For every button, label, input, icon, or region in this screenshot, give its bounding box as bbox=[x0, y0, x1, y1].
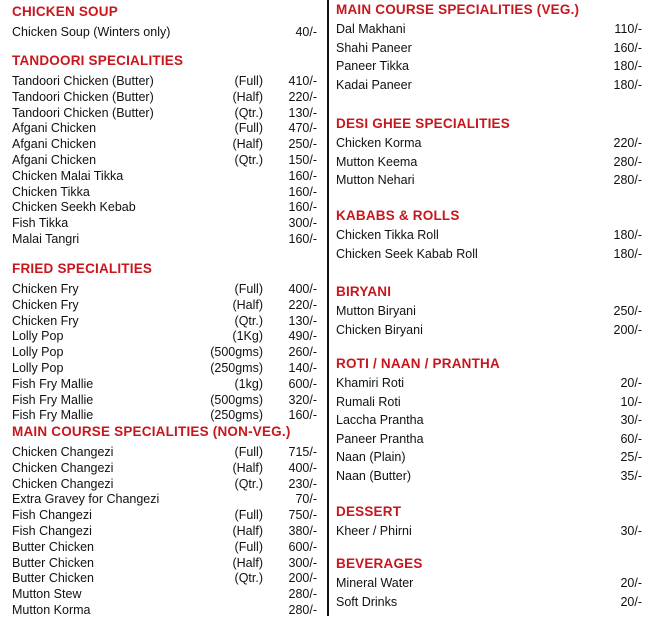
menu-item bbox=[12, 571, 317, 587]
item-name: Naan (Plain) bbox=[336, 450, 406, 464]
menu-item bbox=[336, 247, 642, 263]
menu-item bbox=[12, 393, 317, 409]
item-name: Naan (Butter) bbox=[336, 468, 412, 483]
menu-item bbox=[12, 445, 317, 461]
menu-item bbox=[12, 314, 317, 330]
item-name: Chicken Changezi bbox=[12, 476, 114, 491]
menu-item bbox=[12, 603, 317, 619]
menu-item bbox=[12, 377, 317, 393]
item-name: Fish Changezi bbox=[12, 508, 92, 523]
item-name: Paneer Prantha bbox=[336, 431, 424, 446]
menu-item bbox=[336, 173, 642, 189]
item-name: Kadai Paneer bbox=[336, 77, 412, 92]
menu-item bbox=[336, 432, 642, 448]
item-price: 250/- bbox=[613, 304, 642, 318]
item-name: Lolly Pop bbox=[12, 345, 64, 360]
item-name: Chicken Fry bbox=[12, 282, 79, 296]
item-price: 180/- bbox=[613, 59, 642, 73]
item-portion: (Full) bbox=[234, 282, 263, 296]
item-price: 140/- bbox=[288, 361, 317, 375]
item-price: 280/- bbox=[288, 587, 317, 602]
item-name: Mutton Biryani bbox=[336, 304, 416, 318]
menu-item bbox=[336, 450, 642, 466]
item-name: Mutton Korma bbox=[12, 603, 91, 617]
menu-item bbox=[12, 216, 317, 232]
item-name: Chicken Tikka Roll bbox=[336, 228, 439, 242]
menu-item bbox=[12, 106, 317, 122]
section-heading: BEVERAGES bbox=[336, 556, 423, 571]
item-price: 260/- bbox=[288, 345, 317, 360]
menu-item bbox=[12, 185, 317, 201]
item-price: 70/- bbox=[295, 492, 317, 507]
menu-item bbox=[12, 508, 317, 524]
menu-item bbox=[336, 304, 642, 320]
item-portion: (500gms) bbox=[210, 392, 263, 407]
item-price: 20/- bbox=[620, 576, 642, 590]
item-price: 160/- bbox=[288, 168, 317, 183]
item-price: 130/- bbox=[288, 105, 317, 120]
item-name: Chicken Soup (Winters only) bbox=[12, 25, 171, 39]
item-portion: (Full) bbox=[234, 445, 263, 459]
menu-item bbox=[336, 323, 642, 339]
item-price: 220/- bbox=[613, 136, 642, 150]
menu-item bbox=[336, 524, 642, 540]
menu-item bbox=[12, 90, 317, 106]
item-portion: (Qtr.) bbox=[234, 313, 263, 328]
menu-item bbox=[12, 282, 317, 298]
menu-item bbox=[336, 395, 642, 411]
item-price: 220/- bbox=[288, 89, 317, 104]
menu-item bbox=[12, 74, 317, 90]
item-price: 750/- bbox=[288, 508, 317, 523]
item-portion: (250gms) bbox=[210, 361, 263, 375]
item-price: 160/- bbox=[613, 40, 642, 55]
item-name: Mutton Nehari bbox=[336, 173, 415, 187]
item-price: 180/- bbox=[613, 246, 642, 261]
menu-item bbox=[12, 524, 317, 540]
item-price: 60/- bbox=[620, 431, 642, 446]
item-name: Tandoori Chicken (Butter) bbox=[12, 74, 154, 88]
section-heading: TANDOORI SPECIALITIES bbox=[12, 53, 184, 68]
section-heading: CHICKEN SOUP bbox=[12, 4, 118, 19]
item-portion: (Qtr.) bbox=[234, 476, 263, 491]
item-name: Kheer / Phirni bbox=[336, 524, 412, 538]
item-name: Chicken Seekh Kebab bbox=[12, 200, 136, 215]
item-price: 400/- bbox=[288, 460, 317, 475]
item-portion: (Half) bbox=[232, 460, 263, 475]
item-portion: (Half) bbox=[232, 137, 263, 152]
menu-item bbox=[12, 408, 317, 424]
item-name: Soft Drinks bbox=[336, 594, 398, 609]
item-price: 280/- bbox=[613, 173, 642, 187]
item-price: 10/- bbox=[620, 394, 642, 409]
item-portion: (Half) bbox=[232, 89, 263, 104]
menu-item bbox=[12, 492, 317, 508]
menu-item bbox=[12, 477, 317, 493]
section-heading: FRIED SPECIALITIES bbox=[12, 261, 153, 276]
item-name: Malai Tangri bbox=[12, 232, 80, 246]
item-name: Butter Chicken bbox=[12, 571, 94, 586]
item-name: Afgani Chicken bbox=[12, 153, 97, 167]
menu-item bbox=[12, 137, 317, 153]
item-portion: (Full) bbox=[234, 121, 263, 136]
menu-item bbox=[336, 136, 642, 152]
item-name: Chicken Seek Kabab Roll bbox=[336, 246, 478, 261]
item-price: 20/- bbox=[620, 594, 642, 609]
item-name: Mutton Keema bbox=[336, 154, 418, 169]
item-price: 40/- bbox=[295, 25, 317, 39]
section-heading: MAIN COURSE SPECIALITIES (VEG.) bbox=[336, 2, 580, 17]
item-name: Khamiri Roti bbox=[336, 376, 405, 390]
menu-item bbox=[336, 59, 642, 75]
item-price: 30/- bbox=[620, 413, 642, 427]
item-name: Butter Chicken bbox=[12, 555, 94, 570]
item-name: Chicken Biryani bbox=[336, 322, 423, 337]
menu-item bbox=[336, 576, 642, 592]
menu-item bbox=[12, 169, 317, 185]
item-price: 490/- bbox=[288, 329, 317, 344]
item-portion: (1kg) bbox=[234, 376, 263, 391]
menu-item bbox=[12, 461, 317, 477]
menu-item bbox=[12, 121, 317, 137]
item-name: Fish Changezi bbox=[12, 524, 92, 538]
item-portion: (Qtr.) bbox=[234, 153, 263, 167]
item-price: 25/- bbox=[620, 450, 642, 464]
item-name: Fish Fry Mallie bbox=[12, 392, 94, 407]
menu-item bbox=[12, 25, 317, 41]
item-name: Lolly Pop bbox=[12, 329, 64, 344]
section-heading: DESI GHEE SPECIALITIES bbox=[336, 116, 510, 131]
section-heading: DESSERT bbox=[336, 504, 402, 519]
item-name: Mutton Stew bbox=[12, 587, 82, 602]
menu-item bbox=[12, 232, 317, 248]
item-price: 280/- bbox=[288, 603, 317, 617]
menu-item bbox=[12, 587, 317, 603]
item-name: Tandoori Chicken (Butter) bbox=[12, 89, 154, 104]
item-price: 180/- bbox=[613, 77, 642, 92]
item-name: Chicken Tikka bbox=[12, 184, 90, 199]
item-name: Afgani Chicken bbox=[12, 137, 97, 152]
column-divider bbox=[327, 0, 329, 616]
item-name: Chicken Fry bbox=[12, 297, 79, 312]
item-price: 160/- bbox=[288, 232, 317, 246]
menu-item bbox=[12, 329, 317, 345]
item-price: 400/- bbox=[288, 282, 317, 296]
item-price: 300/- bbox=[288, 555, 317, 570]
menu-item bbox=[336, 595, 642, 611]
menu-item bbox=[336, 376, 642, 392]
item-name: Chicken Changezi bbox=[12, 445, 114, 459]
item-name: Laccha Prantha bbox=[336, 413, 424, 427]
menu-item bbox=[12, 200, 317, 216]
menu-item bbox=[336, 413, 642, 429]
item-price: 320/- bbox=[288, 392, 317, 407]
item-name: Shahi Paneer bbox=[336, 40, 412, 55]
item-portion: (Half) bbox=[232, 524, 263, 538]
section-heading: KABABS & ROLLS bbox=[336, 208, 460, 223]
menu-item bbox=[12, 298, 317, 314]
item-price: 35/- bbox=[620, 468, 642, 483]
item-price: 600/- bbox=[288, 539, 317, 554]
item-name: Fish Fry Mallie bbox=[12, 408, 94, 423]
item-portion: (Full) bbox=[234, 508, 263, 523]
section-heading: BIRYANI bbox=[336, 284, 392, 299]
item-portion: (Qtr.) bbox=[234, 105, 263, 120]
item-price: 150/- bbox=[288, 153, 317, 167]
item-name: Tandoori Chicken (Butter) bbox=[12, 105, 154, 120]
item-name: Chicken Korma bbox=[336, 136, 422, 150]
menu-item bbox=[12, 153, 317, 169]
item-portion: (500gms) bbox=[210, 345, 263, 360]
item-price: 470/- bbox=[288, 121, 317, 136]
item-portion: (Half) bbox=[232, 297, 263, 312]
item-price: 715/- bbox=[288, 445, 317, 459]
item-price: 160/- bbox=[288, 200, 317, 215]
item-name: Butter Chicken bbox=[12, 539, 94, 554]
item-name: Mineral Water bbox=[336, 576, 414, 590]
item-portion: (Qtr.) bbox=[234, 571, 263, 586]
item-price: 230/- bbox=[288, 476, 317, 491]
item-portion: (Half) bbox=[232, 555, 263, 570]
item-price: 280/- bbox=[613, 154, 642, 169]
item-portion: (Full) bbox=[234, 539, 263, 554]
item-price: 130/- bbox=[288, 313, 317, 328]
item-price: 20/- bbox=[620, 376, 642, 390]
menu-item bbox=[336, 41, 642, 57]
item-name: Dal Makhani bbox=[336, 22, 406, 36]
item-name: Fish Fry Mallie bbox=[12, 376, 94, 391]
item-price: 300/- bbox=[288, 216, 317, 231]
menu-item bbox=[336, 155, 642, 171]
menu-item bbox=[12, 556, 317, 572]
item-price: 410/- bbox=[288, 74, 317, 88]
item-name: Extra Gravey for Changezi bbox=[12, 492, 160, 507]
menu-item bbox=[336, 78, 642, 94]
section-heading: MAIN COURSE SPECIALITIES (NON-VEG.) bbox=[12, 424, 291, 439]
item-portion: (1Kg) bbox=[232, 329, 263, 344]
item-price: 200/- bbox=[288, 571, 317, 586]
menu-item bbox=[12, 345, 317, 361]
menu-item bbox=[12, 540, 317, 556]
item-price: 180/- bbox=[613, 228, 642, 242]
item-name: Chicken Changezi bbox=[12, 460, 114, 475]
item-price: 160/- bbox=[288, 184, 317, 199]
item-price: 160/- bbox=[288, 408, 317, 423]
item-name: Chicken Malai Tikka bbox=[12, 168, 124, 183]
item-price: 200/- bbox=[613, 322, 642, 337]
item-price: 30/- bbox=[620, 524, 642, 538]
item-name: Afgani Chicken bbox=[12, 121, 97, 136]
item-name: Rumali Roti bbox=[336, 394, 401, 409]
menu-item bbox=[336, 469, 642, 485]
item-price: 600/- bbox=[288, 376, 317, 391]
item-name: Lolly Pop bbox=[12, 361, 64, 375]
item-portion: (Full) bbox=[234, 74, 263, 88]
item-name: Paneer Tikka bbox=[336, 59, 409, 73]
item-name: Chicken Fry bbox=[12, 313, 79, 328]
menu-item bbox=[336, 228, 642, 244]
item-price: 110/- bbox=[614, 22, 642, 36]
item-price: 220/- bbox=[288, 297, 317, 312]
menu-item bbox=[336, 22, 642, 38]
section-heading: ROTI / NAAN / PRANTHA bbox=[336, 356, 500, 371]
item-portion: (250gms) bbox=[210, 408, 263, 423]
item-name: Fish Tikka bbox=[12, 216, 69, 231]
item-price: 250/- bbox=[288, 137, 317, 152]
item-price: 380/- bbox=[288, 524, 317, 538]
menu-item bbox=[12, 361, 317, 377]
